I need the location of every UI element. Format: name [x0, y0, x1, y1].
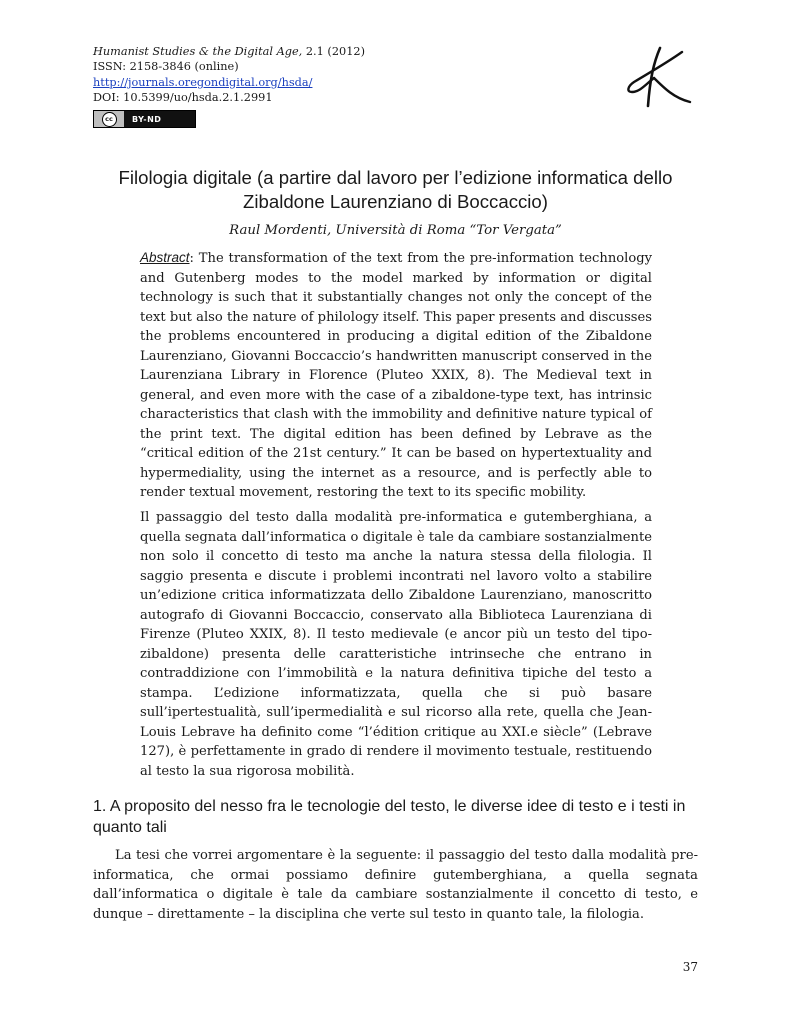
page-number: 37	[682, 960, 698, 974]
article-author: Raul Mordenti, Università di Roma “Tor Vergata”	[229, 223, 562, 238]
journal-citation	[93, 44, 513, 59]
section-heading: 1. A proposito del nesso fra le tecnologie del testo, le diverse idee di testo e i testi in quanto tali	[93, 798, 686, 836]
journal-name: Humanist Studies & the Digital Age,	[93, 45, 303, 58]
journal-logo-icon	[620, 44, 696, 110]
issn: ISSN: 2158-3846 (online)	[93, 60, 239, 74]
article-title	[60, 166, 731, 214]
body-paragraph: La tesi che vorrei argomentare è la seguente: il passaggio del testo dalla modalità pre-informatica, che ormai possiamo definire gutemberghiana, a quella segnata dall’informatica o digitale è tale da cambiare sostanzialmente il concetto di testo, e dunque – direttamente – la disciplina che verte sul testo in quanto tale, la filologia.	[93, 848, 698, 922]
doi: DOI: 10.5399/uo/hsda.2.1.2991	[93, 91, 273, 105]
journal-volume: 2.1 (2012)	[302, 45, 365, 58]
abstract-italian: Il passaggio del testo dalla modalità pre-informatica e gutemberghiana, a quella segnata dall’informatica o digitale è tale da cambiare sostanzialmente non solo il concetto di testo ma anche la natura stessa della filologia. Il saggio presenta e discute i problemi incontrati nel lavoro volto a stabilire un’edizione critica informatizzata dello Zibaldone Laurenziano, manoscritto autografo di Giovanni Boccaccio, conservato alla Biblioteca Laurenziana di Firenze (Pluteo XXIX, 8). Il testo medievale (e ancor più un testo del tipo-zibaldone) presenta delle caratteristiche intrinseche che entrano in contraddizione con l’immobilità e la natura definitiva tipiche del testo a stampa. L’edizione informatizzata, quella che si può basare sull’ipertestualità, sull’ipermedialità e sul ricorso alla rete, quella che Jean-Louis Lebrave ha definito come “l’édition critique au XXI.e siècle” (Lebrave 127), è perfettamente in grado di rendere il movimento testuale, restituendo al testo la sua rigorosa mobilità.	[140, 510, 652, 779]
abstract-label: Abstract	[140, 250, 190, 265]
license-label: BY-ND	[132, 114, 162, 124]
abstract-english-text: : The transformation of the text from the pre-information technology and Gutenberg modes to the model marked by information or digital technology is such that it substantially changes not only the concept of the text but also the nature of philology itself. This paper presents and discusses the problems encountered in producing a digital edition of the Zibaldone Laurenziano, Giovanni Boccaccio’s handwritten manuscript conserved in the Laurenziana Library in Florence (Pluteo XXIX, 8). The Medieval text in general, and even more with the case of a zibaldone-type text, has intrinsic characteristics that clash with the immobility and definitive nature typical of the print text. The digital edition has been defined by Lebrave as the “critical edition of the 21st century.” It can be based on hypertextuality and hypermediality, using the internet as a resource, and is perfectly able to render textual movement, restoring the text to its specific mobility.	[140, 251, 652, 500]
article-title-line-1: Filologia digitale (a partire dal lavoro per l’edizione informatica dello	[118, 167, 673, 188]
cc-license-badge[interactable]	[93, 110, 196, 128]
abstract-english	[140, 248, 652, 503]
journal-header	[93, 44, 513, 106]
cc-icon: cc	[94, 111, 124, 127]
article-title-line-2: Zibaldone Laurenziano di Boccaccio)	[243, 191, 548, 212]
journal-url-link[interactable]: http://journals.oregondigital.org/hsda/	[93, 75, 313, 89]
